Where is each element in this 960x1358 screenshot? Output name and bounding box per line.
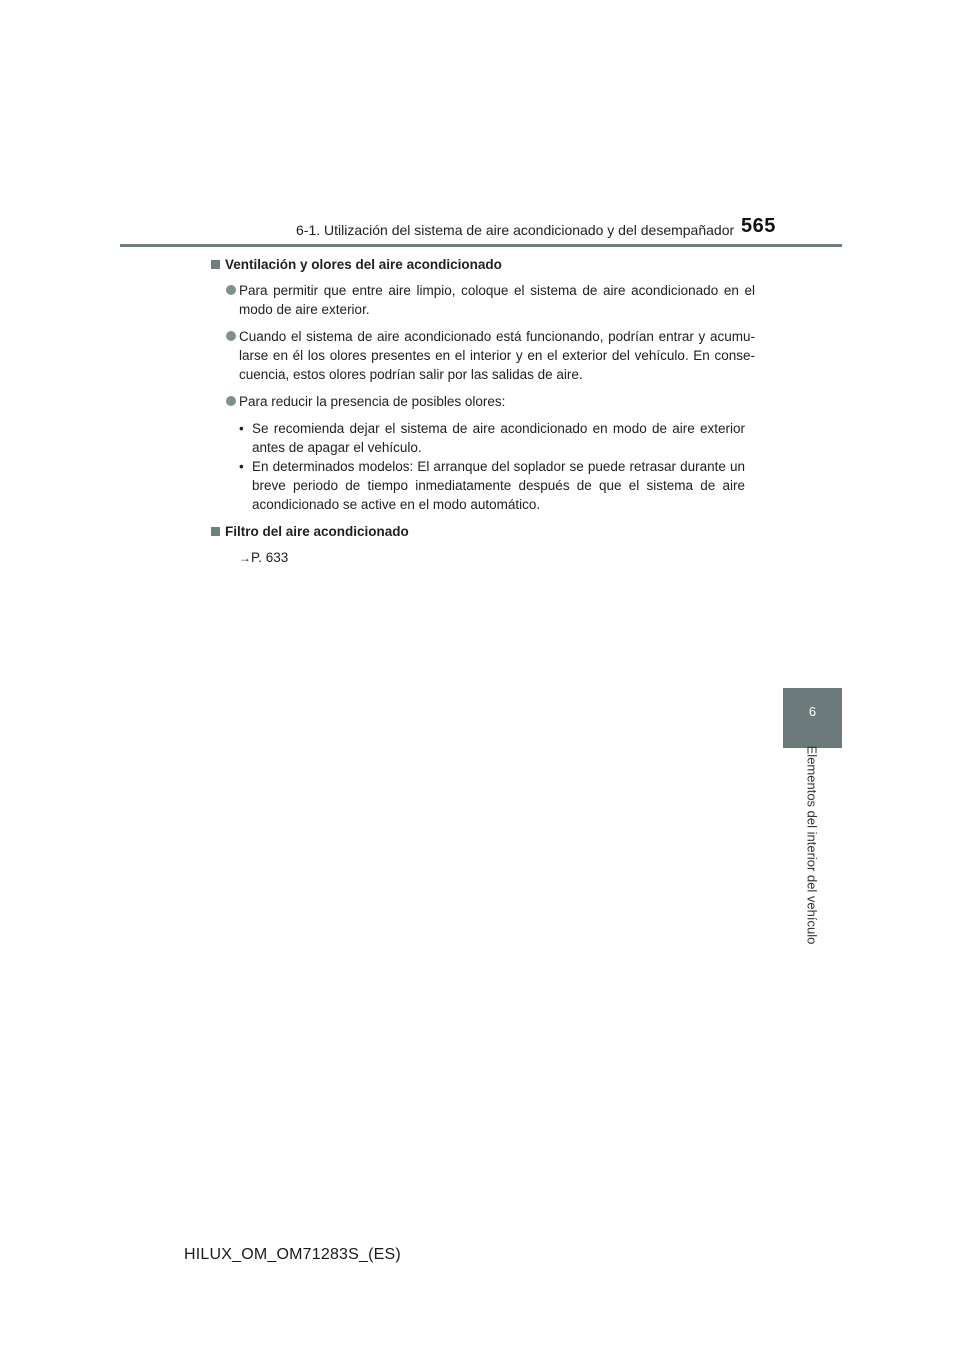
page-content — [210, 255, 755, 568]
chapter-label: Elementos del interior del vehículo — [804, 745, 820, 945]
list-item — [210, 281, 755, 319]
reference-text: P. 633 — [251, 550, 289, 565]
section-heading — [210, 255, 755, 274]
square-bullet-icon — [211, 260, 220, 269]
list-item — [210, 327, 755, 384]
sub-item-text: Se recomienda dejar el sistema de aire acondicionado en modo de aire exterior antes de apagar el vehículo. — [252, 421, 745, 455]
square-bullet-icon — [211, 527, 220, 536]
sub-list — [210, 419, 755, 514]
bullet-text: Cuando el sistema de aire acondicionado está funcionando, podrían entrar y acumu-larse en él los olores presentes en el interior y en el exterior del vehículo. En conse-cuencia, estos olores podrían salir por las salidas de aire. — [239, 329, 755, 382]
section-heading — [210, 522, 755, 541]
header-rule — [120, 244, 842, 247]
bullet-text: Para permitir que entre aire limpio, coloque el sistema de aire acondicionado en el modo de aire exterior. — [239, 283, 755, 317]
bullet-text: Para reducir la presencia de posibles olores: — [239, 394, 506, 409]
list-item — [210, 392, 755, 411]
chapter-tab — [783, 688, 842, 748]
heading-text: Ventilación y olores del aire acondicionado — [225, 257, 502, 272]
circle-bullet-icon — [226, 396, 236, 406]
arrow-right-icon: → — [239, 551, 251, 565]
circle-bullet-icon — [226, 285, 236, 295]
footer-doc-code: HILUX_OM_OM71283S_(ES) — [184, 1246, 401, 1263]
dot-bullet-icon: • — [239, 421, 244, 436]
sub-list-item — [210, 457, 755, 514]
sub-item-text: En determinados modelos: El arranque del soplador se puede retrasar durante un breve periodo de tiempo inmediatamente después de que el sistema de aire acondicionado se active en el modo automático. — [252, 459, 745, 512]
page-reference — [210, 548, 755, 568]
circle-bullet-icon — [226, 331, 236, 341]
dot-bullet-icon: • — [239, 459, 244, 474]
page-number: 565 — [741, 215, 776, 237]
chapter-number: 6 — [808, 704, 817, 719]
heading-text: Filtro del aire acondicionado — [225, 524, 409, 539]
header-section-title: 6-1. Utilización del sistema de aire acondicionado y del desempañador — [296, 222, 735, 238]
sub-list-item — [210, 419, 755, 457]
